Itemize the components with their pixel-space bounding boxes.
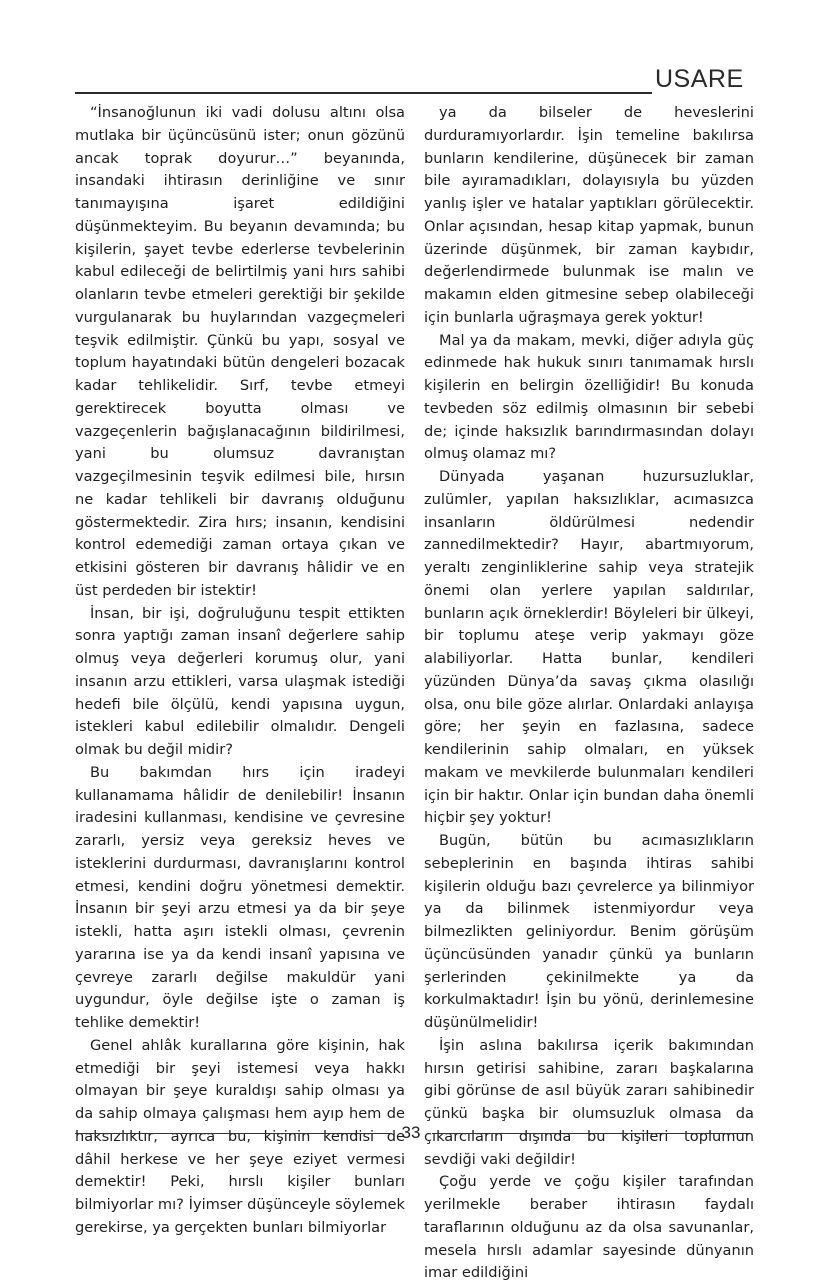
page-number: 33 — [401, 1123, 421, 1142]
paragraph: “İnsanoğlunun iki vadi dolusu altını olsa mutlaka bir üçüncüsünü ister; onun gözünü ancak toprak doyurur…” beyanında, insandaki ihtirasın derinliğine ve sınır tanımayışına işaret edildiğini düşünmekteyim. Bu beyanın devamında; bu kişilerin, şayet tevbe ederlerse tevbelerinin kabul edileceği de belirtilmiş yani hırs sahibi olanların tevbe etmeleri gerektiği bir şekilde vurgulanarak bu huylarından vazgeçmeleri teşvik edilmiştir. Çünkü bu yapı, sosyal ve toplum hayatındaki bütün dengeleri bozacak kadar tehlikelidir. Sırf, tevbe etmeyi gerektirecek boyutta olması ve vazgeçenlerin bağışlanacağının bildirilmesi, yani bu olumsuz davranıştan vazgeçilmesinin teşvik edilmesi bile, hırsın ne kadar tehlikeli bir davranış olduğunu göstermektedir. Zira hırs; insanın, kendisini kontrol edemediği zaman ortaya çıkan ve etkisini gösteren bir davranış hâlidir ve en üst perdeden bir istektir! — [75, 104, 405, 599]
paragraph: İnsan, bir işi, doğruluğunu tespit ettikten sonra yaptığı zaman insanî değerlere sahip olmuş veya değerleri korumuş olur, yani insanın arzu ettikleri, varsa ulaşmak istediği hedefi bile ölçülü, kendi yapısına uygun, istekleri kabul edilebilir olmalıdır. Dengeli olmak bu değil midir? — [75, 604, 405, 758]
header-rule — [75, 92, 652, 94]
left-column — [75, 102, 405, 1240]
footer-rule-right — [432, 1133, 750, 1134]
paragraph: Genel ahlâk kurallarına göre kişinin, hak etmediği bir şeyi istemesi veya hakkı olmayan bir şeye kuraldışı sahip olması ya da sahip olmaya çalışması hem ayıp hem de haksızlıktır, ayrıca bu, kişinin kendisi de dâhil herkese ve her şeye eziyet vermesi demektir! Peki, hırslı kişiler bunları bilmiyorlar mı? İyimser düşünceyle söylemek gerekirse, ya gerçekten bunları bilmiyorlar — [75, 1036, 405, 1236]
right-column — [424, 102, 754, 1285]
paragraph: Bugün, bütün bu acımasızlıkların sebeplerinin en başında ihtiras sahibi kişilerin olduğu bazı çevrelerce ya bilinmiyor ya da bilinmek istenmiyordur veya bilmezlikten geliniyordur. Benim görüşüm üçüncüsünden yanadır çünkü ya bunların şerlerinden çekinilmekte ya da korkulmaktadır! İşin bu yönü, derinlemesine düşünülmelidir! — [424, 832, 754, 1031]
paragraph: Çoğu yerde ve çoğu kişiler tarafından yerilmekle beraber ihtirasın faydalı taraflarının olduğunu az da olsa savunanlar, mesela hırslı adamlar sayesinde dünyanın imar edildiğini — [424, 1173, 754, 1282]
header-title: USARE — [655, 65, 744, 93]
paragraph: Dünyada yaşanan huzursuzluklar, zulümler, yapılan haksızlıklar, acımasızca insanların öldürülmesi nedendir zannedilmektedir? Hayır, abartmıyorum, yeraltı zenginliklerine sahip veya stratejik önemi olan yerlere yapılan saldırılar, bunların açık örneklerdir! Böyleleri bir ülkeyi, bir toplumu ateşe verip yakmayı göze alabiliyorlar. Hatta bunlar, kendileri yüzünden Dünya’da savaş çıkma olasılığı olsa, onu bile göze alırlar. Onlardaki anlayışa göre; her şeyin en fazlasına, sadece kendilerinin sahip olmaları, en yüksek makam ve mevkilerde bulunmaları kendileri için bir haktır. Onlar için bundan daha önemli hiçbir şey yoktur! — [424, 468, 754, 827]
footer-rule-left — [75, 1133, 390, 1134]
paragraph: Mal ya da makam, mevki, diğer adıyla güç edinmede hak hukuk sınırı tanımamak hırslı kişilerin en belirgin özelliğidir! Bu konuda tevbeden söz edilmiş olmasının bir sebebi de; içinde haksızlık barındırmasından dolayı olmuş olamaz mı? — [424, 331, 754, 463]
paragraph: ya da bilseler de heveslerini durduramıyorlardır. İşin temeline bakılırsa bunların kendilerine, düşünecek bir zaman bile ayıramadıkları, dolayısıyla bu yüzden yanlış işler ve hatalar yaptıkları görülecektir. Onlar açısından, hesap kitap yapmak, bunun üzerinde düşünmek, bir zaman kaybıdır, değerlendirmede bulunmak ise malın ve makamın elden gitmesine sebep olabileceği için bunlarla uğraşmaya gerek yoktur! — [424, 104, 754, 326]
paragraph: İşin aslına bakılırsa içerik bakımından hırsın getirisi sahibine, zararı başkalarına gibi görünse de asıl büyük zararı sahibinedir çünkü başka bir olumsuzluk olmasa da çıkarcıların dışında bu kişileri toplumun sevdiği vaki değildir! — [424, 1036, 754, 1168]
paragraph: Bu bakımdan hırs için iradeyi kullanamama hâlidir de denilebilir! İnsanın iradesini kullanması, kendisine ve çevresine zararlı, yersiz veya gereksiz heves ve isteklerini durdurması, davranışlarını kontrol etmesi, kendini doğru yönetmesi demektir. İnsanın bir şeyi arzu etmesi ya da bir şeye istekli, hatta aşırı istekli olması, çevrenin yararına ise ya da kendi insanî yapısına ve çevreye zararlı değilse makuldür yani uygundur, öyle değilse işte o zaman iş tehlike demektir! — [75, 763, 405, 1031]
